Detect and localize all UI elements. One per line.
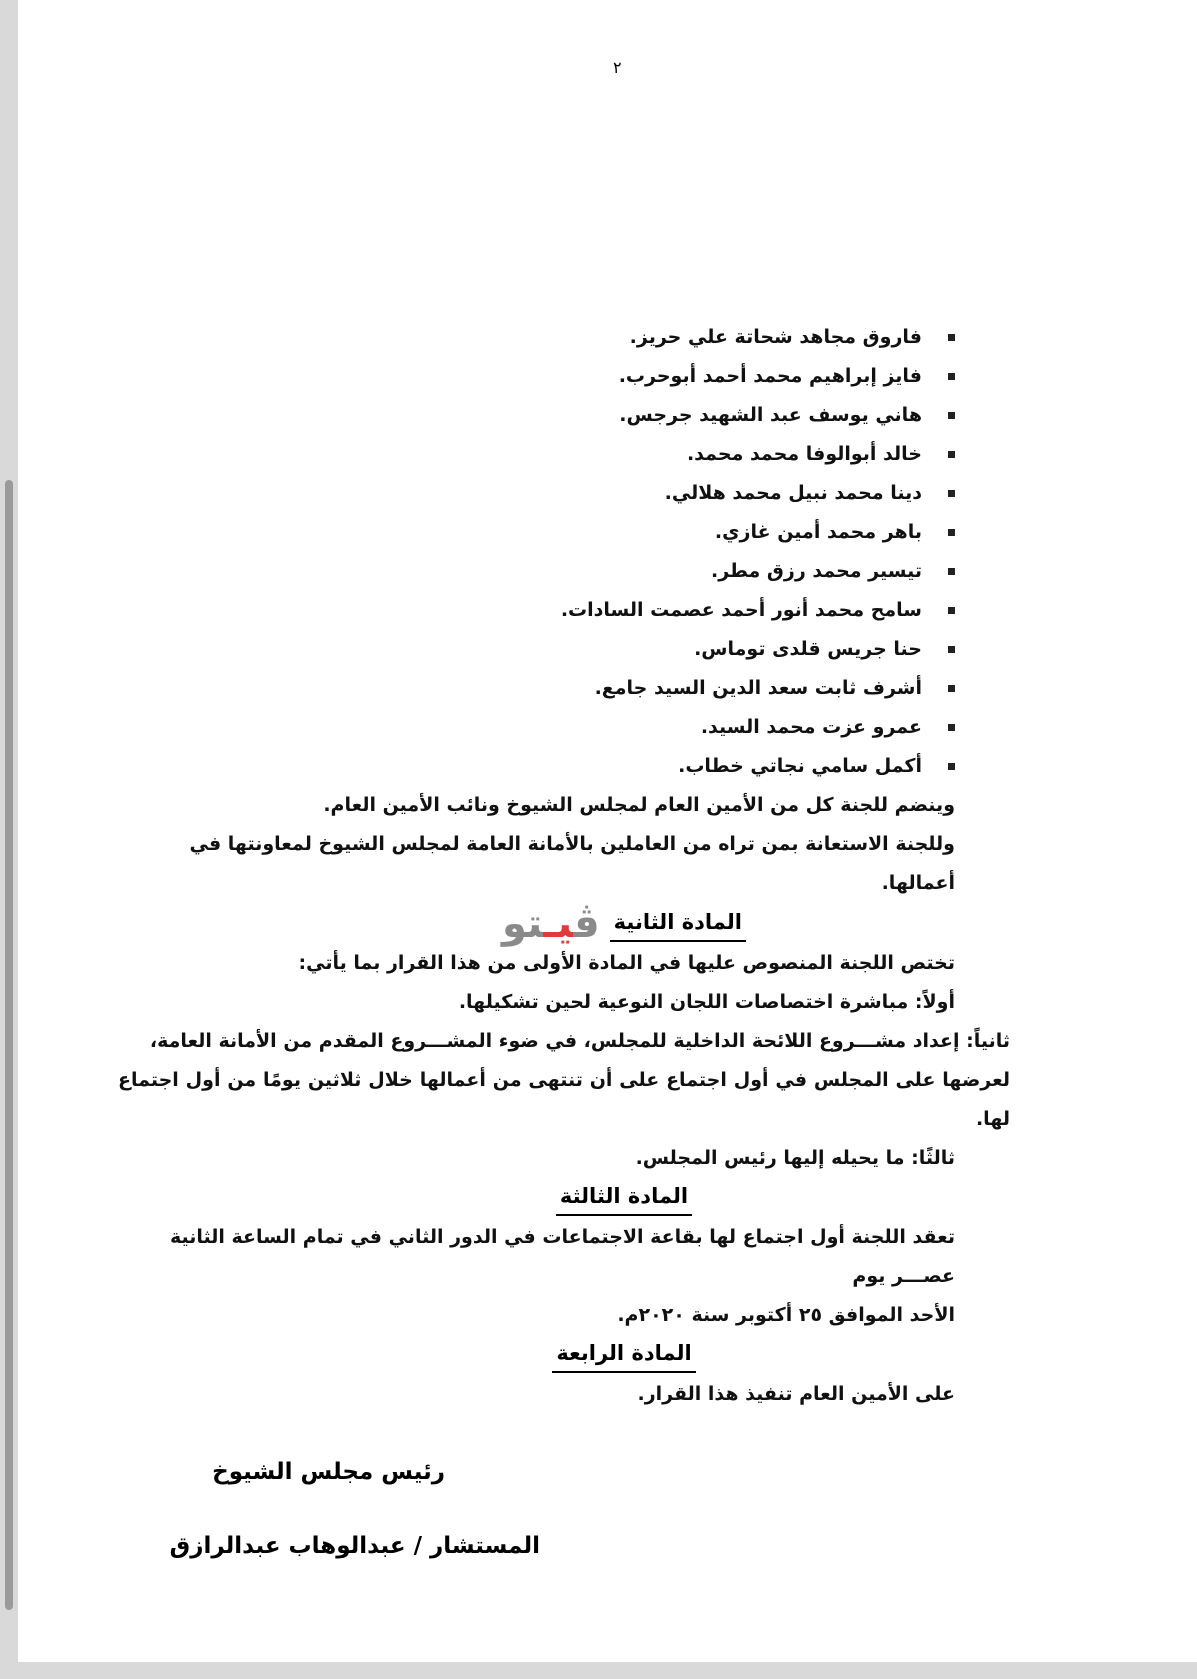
member-name: باهر محمد أمين غازي. (714, 521, 922, 543)
member-item (118, 396, 1010, 435)
member-name: سامح محمد أنور أحمد عصمت السادات. (560, 599, 922, 621)
member-name: خالد أبوالوفا محمد محمد. (686, 443, 922, 465)
member-name: أشرف ثابت سعد الدين السيد جامع. (594, 677, 922, 699)
member-item (118, 552, 1010, 591)
member-name: حنا جريس قلدى توماس. (694, 638, 922, 660)
scrollbar[interactable] (5, 480, 13, 1610)
document-body (118, 318, 1010, 1564)
member-item (118, 669, 1010, 708)
bullet-icon (948, 646, 955, 653)
member-name: أكمل سامي نجاتي خطاب. (678, 755, 922, 777)
member-item (118, 630, 1010, 669)
bullet-icon (948, 568, 955, 575)
article-3-line-2: الأحد الموافق ٢٥ أكتوبر سنة ٢٠٢٠م. (617, 1303, 955, 1326)
member-name: فايز إبراهيم محمد أحمد أبوحرب. (618, 365, 922, 387)
paragraph-join: وينضم للجنة كل من الأمين العام لمجلس الشيوخ ونائب الأمين العام. (323, 794, 955, 816)
bullet-icon (948, 451, 955, 458)
member-item (118, 708, 1010, 747)
bullet-icon (948, 724, 955, 731)
member-name: تيسير محمد رزق مطر. (711, 560, 922, 582)
bullet-icon (948, 412, 955, 419)
article-3-heading-row (118, 1178, 1010, 1218)
article-2-second-b: لعرضها على المجلس في أول اجتماع على أن تنتهى من أعمالها خلال ثلاثين يومًا من أول اجتماع لها. (118, 1068, 1010, 1130)
bullet-icon (948, 607, 955, 614)
article-3-heading: المادة الثالثة (556, 1180, 692, 1216)
article-2-second-a: ثانياً: إعداد مشـــروع اللائحة الداخلية للمجلس، في ضوء المشـــروع المقدم من الأمانة العامة، (149, 1029, 1010, 1052)
member-name: عمرو عزت محمد السيد. (700, 716, 922, 738)
signature-title: رئيس مجلس الشيوخ (212, 1458, 445, 1485)
member-list (118, 318, 1010, 786)
article-4-heading: المادة الرابعة (552, 1337, 695, 1373)
member-item (118, 318, 1010, 357)
article-2-third: ثالثًا: ما يحيله إليها رئيس المجلس. (635, 1146, 955, 1169)
article-2-first: أولاً: مباشرة اختصاصات اللجان النوعية لحين تشكيلها. (458, 990, 955, 1013)
article-2-heading: المادة الثانية (610, 906, 746, 942)
member-item (118, 474, 1010, 513)
bullet-icon (948, 373, 955, 380)
member-name: دينا محمد نبيل محمد هلالي. (664, 482, 922, 504)
member-item (118, 591, 1010, 630)
paragraph-assist: وللجنة الاستعانة بمن تراه من العاملين بالأمانة العامة لمجلس الشيوخ لمعاونتها في أعمالها. (189, 833, 955, 894)
member-name: هاني يوسف عبد الشهيد جرجس. (619, 404, 922, 426)
article-4-line-1: على الأمين العام تنفيذ هذا القرار. (637, 1382, 955, 1405)
bullet-icon (948, 529, 955, 536)
member-item (118, 357, 1010, 396)
article-2-intro: تختص اللجنة المنصوص عليها في المادة الأولى من هذا القرار بما يأتي: (298, 951, 955, 974)
article-4-heading-row (118, 1335, 1010, 1375)
member-item (118, 513, 1010, 552)
article-2-heading-row (118, 900, 1010, 947)
bullet-icon (948, 685, 955, 692)
member-item (118, 435, 1010, 474)
bullet-icon (948, 490, 955, 497)
article-3-line-1: تعقد اللجنة أول اجتماع لها بقاعة الاجتماعات في الدور الثاني في تمام الساعة الثانية عصـــر يوم (169, 1225, 955, 1287)
document-page (18, 0, 1197, 1662)
watermark-logo: ڤيـتو (502, 900, 600, 947)
signature-name: المستشار / عبدالوهاب عبدالرازق (169, 1532, 540, 1559)
bullet-icon (948, 334, 955, 341)
member-item (118, 747, 1010, 786)
member-name: فاروق مجاهد شحاتة علي حريز. (629, 326, 922, 348)
page-number: ٢ (613, 58, 622, 77)
bullet-icon (948, 763, 955, 770)
